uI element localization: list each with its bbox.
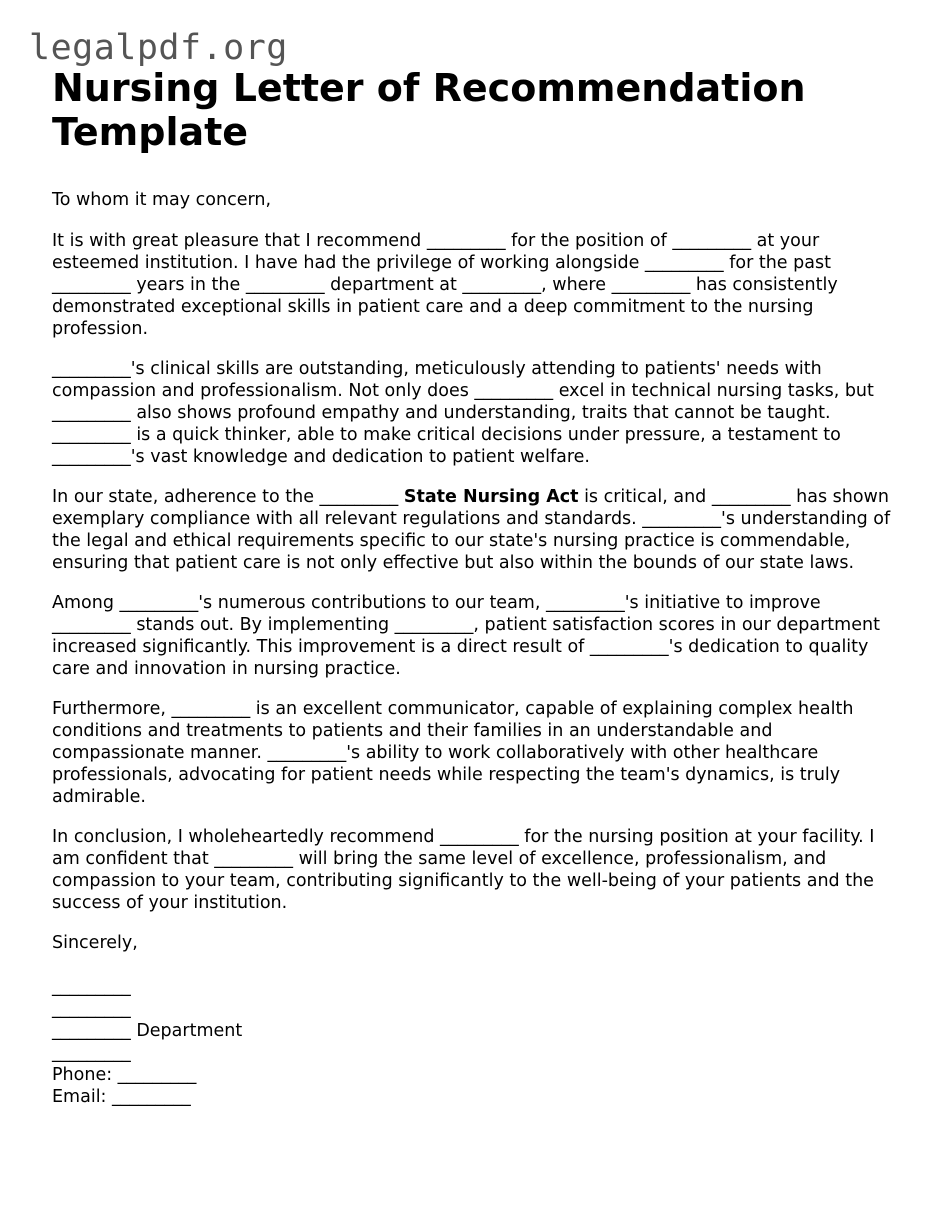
closing-sincerely: Sincerely,: [52, 933, 138, 953]
signature-name-blank: _________: [52, 977, 131, 997]
state-nursing-act-emphasis: State Nursing Act: [403, 487, 579, 507]
signature-block: [52, 976, 892, 1108]
paragraph-introduction: It is with great pleasure that I recommend _________ for the position of _________ at your esteemed institution. I have had the privilege of working alongside _________ for the past _________ years in the _________ department at _________, where _________ has consistently demonstrated exceptional skills in patient care and a deep commitment to the nursing profession.: [52, 231, 838, 339]
page-title: Nursing Letter of Recommendation Template: [52, 66, 806, 154]
paragraph-communication: Furthermore, _________ is an excellent communicator, capable of explaining complex health conditions and treatments to patients and their families in an understandable and compassionate manner. _________'s ability to work collaboratively with other healthcare professionals, advocating for patient needs while respecting the team's dynamics, is truly admirable.: [52, 699, 854, 807]
watermark-logo: legalpdf.org: [29, 28, 288, 68]
paragraph-clinical-skills: _________'s clinical skills are outstanding, meticulously attending to patients' needs with compassion and professionalism. Not only does _________ excel in technical nursing tasks, but _________ also shows profound empathy and understanding, traits that cannot be taught. _________ is a quick thinker, able to make critical decisions under pressure, a testament to _________'s vast knowledge and dedication to patient welfare.: [52, 359, 874, 467]
signature-department: _________ Department: [52, 1021, 243, 1041]
signature-email: Email: _________: [52, 1087, 191, 1107]
paragraph-conclusion: In conclusion, I wholeheartedly recommend _________ for the nursing position at your facility. I am confident that _________ will bring the same level of excellence, professionalism, and compassion to your team, contributing significantly to the well-being of your patients and the success of your institution.: [52, 827, 875, 913]
paragraph-contributions: Among _________'s numerous contributions to our team, _________'s initiative to improve _________ stands out. By implementing _________, patient satisfaction scores in our department increased significantly. This improvement is a direct result of _________'s dedication to quality care and innovation in nursing practice.: [52, 593, 880, 679]
paragraph-text: is critical, and _________ has shown exemplary compliance with all relevant regulations and standards. _________'s understanding of the legal and ethical requirements specific to our state's nursing practice is commendable, ensuring that patient care is not only effective but also within the bounds of our state laws.: [52, 487, 891, 573]
salutation: To whom it may concern,: [52, 190, 272, 210]
letter-page: [52, 66, 892, 1108]
signature-phone: Phone: _________: [52, 1065, 197, 1085]
paragraph-text: In our state, adherence to the _________: [52, 487, 404, 507]
signature-institution-blank: _________: [52, 1043, 131, 1063]
paragraph-state-compliance: [52, 486, 892, 574]
signature-title-blank: _________: [52, 999, 131, 1019]
